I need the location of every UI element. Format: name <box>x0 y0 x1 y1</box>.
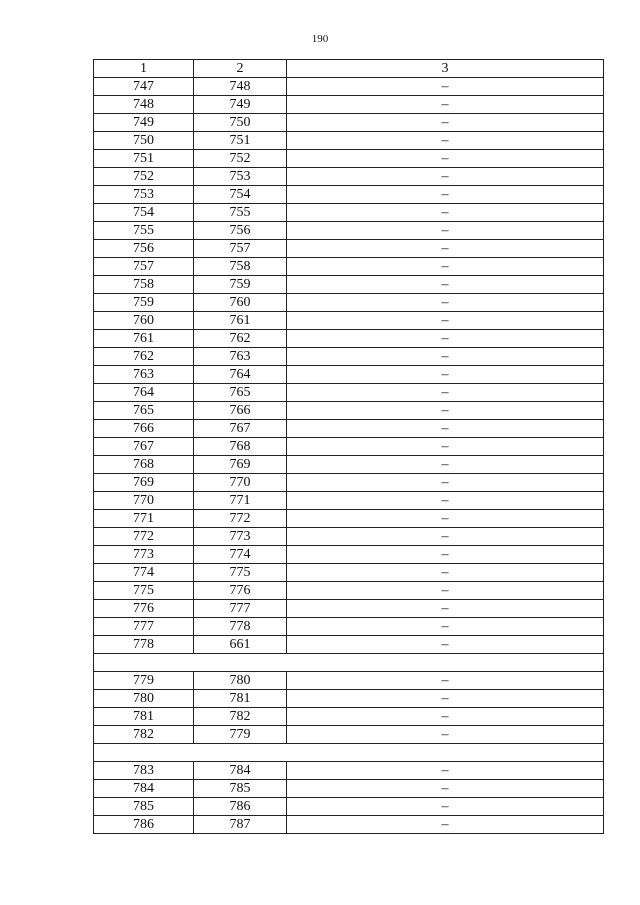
table-row <box>94 294 604 312</box>
page-number: 190 <box>311 33 329 45</box>
table-cell-col-3: – <box>287 726 604 744</box>
table-cell-col-2: 787 <box>194 816 287 834</box>
table-cell-col-3: – <box>287 474 604 492</box>
table-cell-col-1: 766 <box>94 420 194 438</box>
table-cell-col-3: – <box>287 312 604 330</box>
table-row <box>94 816 604 834</box>
column-header-3: 3 <box>287 60 604 78</box>
table-cell-col-1: 778 <box>94 636 194 654</box>
table-row <box>94 726 604 744</box>
table-cell-col-2: 770 <box>194 474 287 492</box>
table-row <box>94 366 604 384</box>
table-row <box>94 204 604 222</box>
table-row <box>94 420 604 438</box>
table-row <box>94 312 604 330</box>
table-cell-col-2: 772 <box>194 510 287 528</box>
table-cell-col-2: 776 <box>194 582 287 600</box>
table-cell-col-2: 756 <box>194 222 287 240</box>
table-cell-col-1: 761 <box>94 330 194 348</box>
table-cell-col-3: – <box>287 582 604 600</box>
table-cell-col-1: 762 <box>94 348 194 366</box>
table-cell-col-3: – <box>287 618 604 636</box>
table-cell-col-1: 763 <box>94 366 194 384</box>
table-cell-col-2: 759 <box>194 276 287 294</box>
table-cell-col-2: 749 <box>194 96 287 114</box>
table-cell-col-2: 771 <box>194 492 287 510</box>
column-header-2: 2 <box>194 60 287 78</box>
table-cell-col-3: – <box>287 780 604 798</box>
table-cell-col-2: 755 <box>194 204 287 222</box>
table-cell-col-2: 781 <box>194 690 287 708</box>
table-cell-col-1: 767 <box>94 438 194 456</box>
table-cell-col-1: 758 <box>94 276 194 294</box>
table-cell-col-3: – <box>287 762 604 780</box>
table-cell-col-1: 777 <box>94 618 194 636</box>
table-row <box>94 780 604 798</box>
table-cell-col-2: 785 <box>194 780 287 798</box>
table-row <box>94 330 604 348</box>
table-row <box>94 114 604 132</box>
table-cell-col-2: 786 <box>194 798 287 816</box>
table-cell-col-3: – <box>287 330 604 348</box>
table-row <box>94 258 604 276</box>
table-cell-col-2: 763 <box>194 348 287 366</box>
table-cell-col-2: 661 <box>194 636 287 654</box>
table-cell-col-1: 748 <box>94 96 194 114</box>
table-cell-col-2: 778 <box>194 618 287 636</box>
table-cell-col-3: – <box>287 546 604 564</box>
table-row <box>94 456 604 474</box>
table-body <box>94 78 604 834</box>
table-cell-col-3: – <box>287 204 604 222</box>
separator-cell <box>94 654 604 672</box>
table-cell-col-1: 755 <box>94 222 194 240</box>
table-cell-col-2: 754 <box>194 186 287 204</box>
table-cell-col-3: – <box>287 114 604 132</box>
table-cell-col-1: 768 <box>94 456 194 474</box>
table-cell-col-2: 757 <box>194 240 287 258</box>
table-cell-col-3: – <box>287 420 604 438</box>
table-cell-col-1: 754 <box>94 204 194 222</box>
data-table <box>93 59 604 834</box>
table-row <box>94 438 604 456</box>
table-cell-col-1: 759 <box>94 294 194 312</box>
table-row <box>94 492 604 510</box>
table-cell-col-3: – <box>287 438 604 456</box>
table-row <box>94 240 604 258</box>
table-cell-col-2: 774 <box>194 546 287 564</box>
table-cell-col-3: – <box>287 672 604 690</box>
table-cell-col-2: 758 <box>194 258 287 276</box>
table-cell-col-1: 764 <box>94 384 194 402</box>
table-cell-col-3: – <box>287 384 604 402</box>
table-cell-col-1: 770 <box>94 492 194 510</box>
table-cell-col-1: 747 <box>94 78 194 96</box>
table-cell-col-1: 753 <box>94 186 194 204</box>
table-row <box>94 78 604 96</box>
table-cell-col-2: 782 <box>194 708 287 726</box>
table-cell-col-2: 762 <box>194 330 287 348</box>
table-row <box>94 96 604 114</box>
table-cell-col-3: – <box>287 600 604 618</box>
table-row <box>94 762 604 780</box>
column-header-1: 1 <box>94 60 194 78</box>
table-cell-col-3: – <box>287 222 604 240</box>
table-cell-col-1: 756 <box>94 240 194 258</box>
table-cell-col-2: 767 <box>194 420 287 438</box>
table-cell-col-3: – <box>287 240 604 258</box>
table-cell-col-1: 784 <box>94 780 194 798</box>
table-cell-col-1: 774 <box>94 564 194 582</box>
table-cell-col-1: 782 <box>94 726 194 744</box>
table-cell-col-2: 773 <box>194 528 287 546</box>
table-cell-col-3: – <box>287 510 604 528</box>
table-cell-col-1: 785 <box>94 798 194 816</box>
table-cell-col-1: 786 <box>94 816 194 834</box>
table-row <box>94 582 604 600</box>
table-cell-col-1: 757 <box>94 258 194 276</box>
table-row <box>94 132 604 150</box>
table-cell-col-3: – <box>287 636 604 654</box>
table-row <box>94 510 604 528</box>
table-cell-col-2: 760 <box>194 294 287 312</box>
table-row <box>94 600 604 618</box>
table-header-row <box>94 60 604 78</box>
table-row <box>94 168 604 186</box>
table-cell-col-2: 779 <box>194 726 287 744</box>
table-row <box>94 150 604 168</box>
table-cell-col-2: 780 <box>194 672 287 690</box>
table-cell-col-2: 750 <box>194 114 287 132</box>
table-separator-row <box>94 744 604 762</box>
table-cell-col-1: 752 <box>94 168 194 186</box>
table-cell-col-1: 773 <box>94 546 194 564</box>
table-row <box>94 564 604 582</box>
table-cell-col-3: – <box>287 258 604 276</box>
table-row <box>94 690 604 708</box>
table-cell-col-3: – <box>287 816 604 834</box>
table-row <box>94 672 604 690</box>
table-row <box>94 474 604 492</box>
table-cell-col-2: 761 <box>194 312 287 330</box>
table-row <box>94 618 604 636</box>
table-cell-col-1: 771 <box>94 510 194 528</box>
table-cell-col-3: – <box>287 168 604 186</box>
table-cell-col-2: 748 <box>194 78 287 96</box>
table-separator-row <box>94 654 604 672</box>
table-cell-col-2: 765 <box>194 384 287 402</box>
table-cell-col-1: 760 <box>94 312 194 330</box>
table-cell-col-1: 769 <box>94 474 194 492</box>
table-cell-col-3: – <box>287 150 604 168</box>
table-row <box>94 222 604 240</box>
table-cell-col-3: – <box>287 366 604 384</box>
table-cell-col-1: 780 <box>94 690 194 708</box>
table-row <box>94 528 604 546</box>
table-cell-col-3: – <box>287 564 604 582</box>
table-cell-col-1: 779 <box>94 672 194 690</box>
table-cell-col-2: 764 <box>194 366 287 384</box>
table-cell-col-2: 753 <box>194 168 287 186</box>
table-cell-col-3: – <box>287 132 604 150</box>
table-cell-col-2: 777 <box>194 600 287 618</box>
table-cell-col-2: 766 <box>194 402 287 420</box>
table-cell-col-2: 752 <box>194 150 287 168</box>
table-cell-col-3: – <box>287 528 604 546</box>
table-row <box>94 546 604 564</box>
table-cell-col-1: 783 <box>94 762 194 780</box>
table-cell-col-2: 784 <box>194 762 287 780</box>
table-cell-col-3: – <box>287 96 604 114</box>
table-cell-col-3: – <box>287 294 604 312</box>
table-cell-col-1: 749 <box>94 114 194 132</box>
table-cell-col-3: – <box>287 402 604 420</box>
table-cell-col-2: 751 <box>194 132 287 150</box>
table-cell-col-3: – <box>287 456 604 474</box>
separator-cell <box>94 744 604 762</box>
table-row <box>94 402 604 420</box>
table-row <box>94 186 604 204</box>
table-cell-col-3: – <box>287 186 604 204</box>
table-cell-col-3: – <box>287 492 604 510</box>
table-row <box>94 708 604 726</box>
table-cell-col-2: 769 <box>194 456 287 474</box>
table-cell-col-3: – <box>287 276 604 294</box>
table-cell-col-1: 776 <box>94 600 194 618</box>
table-row <box>94 348 604 366</box>
table-cell-col-1: 751 <box>94 150 194 168</box>
table-row <box>94 636 604 654</box>
table-cell-col-1: 772 <box>94 528 194 546</box>
table-cell-col-3: – <box>287 78 604 96</box>
table-cell-col-1: 765 <box>94 402 194 420</box>
table-row <box>94 798 604 816</box>
table-cell-col-1: 775 <box>94 582 194 600</box>
table-cell-col-2: 775 <box>194 564 287 582</box>
table-cell-col-2: 768 <box>194 438 287 456</box>
table-cell-col-1: 750 <box>94 132 194 150</box>
table-cell-col-3: – <box>287 708 604 726</box>
table-cell-col-3: – <box>287 348 604 366</box>
table-row <box>94 384 604 402</box>
table-cell-col-3: – <box>287 798 604 816</box>
table-cell-col-1: 781 <box>94 708 194 726</box>
table-cell-col-3: – <box>287 690 604 708</box>
table-row <box>94 276 604 294</box>
